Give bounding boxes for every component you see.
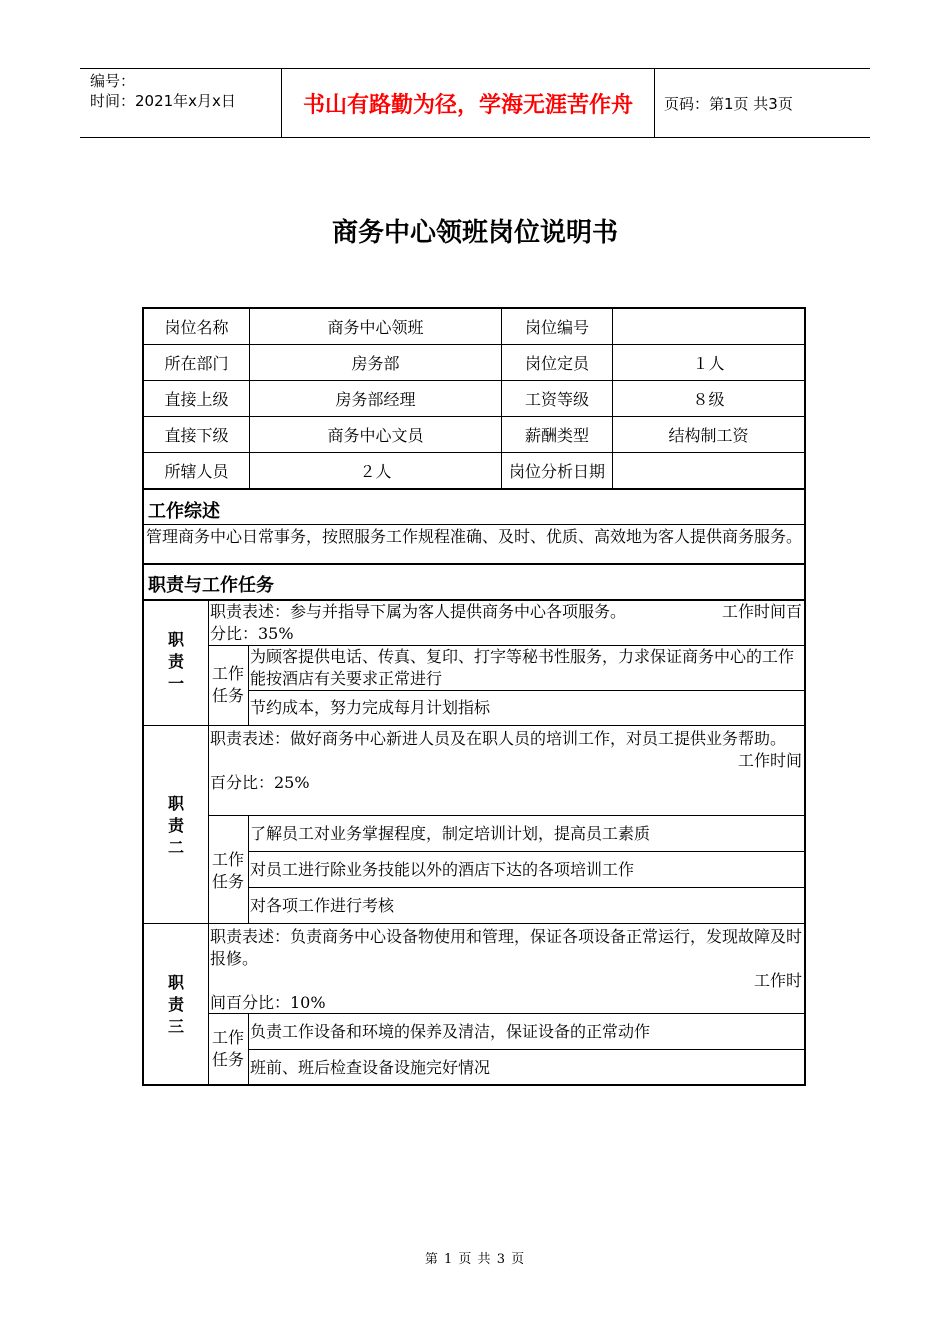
page-footer: 第 1 页 共 3 页 [424,1252,526,1267]
info-label: 直接下级 [164,426,229,445]
duty-2-task-1: 了解员工对业务掌握程度，制定培训计划，提高员工素质 [250,824,651,843]
grid-line [248,851,804,852]
grid-line [208,1013,804,1014]
info-label: 岗位定员 [524,354,589,373]
duty-1-task-1: 为顾客提供电话、传真、复印、打字等秘书性服务，力求保证商务中心的工作能按酒店有关要求正常进行 [250,647,795,688]
info-value: 房务部 [351,354,400,373]
info-value: 商务中心文员 [327,426,424,445]
duty-3-desc: 职责表述：负责商务中心设备物使用和管理，保证各项设备正常运行，发现故障及时报修。 工作时 间百分比：10% [210,927,803,1012]
info-label: 所辖人员 [164,462,229,481]
info-label: 岗位分析日期 [508,462,605,481]
grid-line [248,690,804,691]
info-label: 所在部门 [164,354,229,373]
grid-line [144,563,804,565]
info-value: 商务中心领班 [327,318,424,337]
duty-3-label: 职 责 三 [167,973,184,1036]
grid-line [144,524,804,525]
grid-line [144,725,804,726]
info-value: ８级 [692,390,725,409]
info-label: 岗位名称 [164,318,229,337]
info-value [613,453,804,488]
grid-line [248,815,249,923]
duty-2-label: 职 责 二 [167,794,184,857]
header-meta [80,69,282,137]
summary-text: 管理商务中心日常事务，按照服务工作规程准确、及时、优质、高效地为客人提供商务服务。 [146,527,802,546]
page-header [80,68,870,138]
header-time: 时间：2021年x月x日 [90,92,236,110]
duty-2-desc: 职责表述：做好商务中心新进人员及在职人员的培训工作，对员工提供业务帮助。 工作时间 百分比：25% [210,729,802,792]
grid-line [248,1049,804,1050]
duty-2-task-label: 工作 任务 [211,850,244,891]
duties-heading: 职责与工作任务 [148,575,274,596]
job-description-table [142,307,806,1086]
duty-1-task-2: 节约成本，努力完成每月计划指标 [250,698,491,717]
summary-heading: 工作综述 [148,501,220,522]
header-motto: 书山有路勤为径，学海无涯苦作舟 [282,69,655,137]
duty-1-desc: 职责表述：参与并指导下属为客人提供商务中心各项服务。 工作时间百 分比：35% [210,602,802,643]
duty-2-task-2: 对员工进行除业务技能以外的酒店下达的各项培训工作 [250,860,635,879]
info-label: 岗位编号 [524,318,589,337]
info-value: 房务部经理 [335,390,416,409]
grid-line [248,645,249,725]
grid-line [144,923,804,924]
info-label: 工资等级 [524,390,589,409]
duty-3-task-2: 班前、班后检查设备设施完好情况 [250,1058,491,1077]
info-label: 直接上级 [164,390,229,409]
info-value: ２人 [359,462,392,481]
page-title: 商务中心领班岗位说明书 [331,218,618,248]
grid-line [248,887,804,888]
duty-1-task-label: 工作 任务 [211,664,244,705]
grid-line [208,815,804,816]
duty-2-task-3: 对各项工作进行考核 [250,896,395,915]
duty-1-label: 职 责 一 [167,630,184,693]
duty-3-task-1: 负责工作设备和环境的保养及清洁，保证设备的正常动作 [250,1022,651,1041]
header-number: 编号： [90,72,136,90]
duty-3-task-label: 工作 任务 [211,1028,244,1069]
info-value [613,309,804,344]
info-label: 薪酬类型 [524,426,589,445]
header-page: 页码：第1页 共3页 [664,94,793,113]
info-value: 结构制工资 [668,426,749,445]
grid-line [144,488,804,490]
info-value: １人 [692,354,725,373]
